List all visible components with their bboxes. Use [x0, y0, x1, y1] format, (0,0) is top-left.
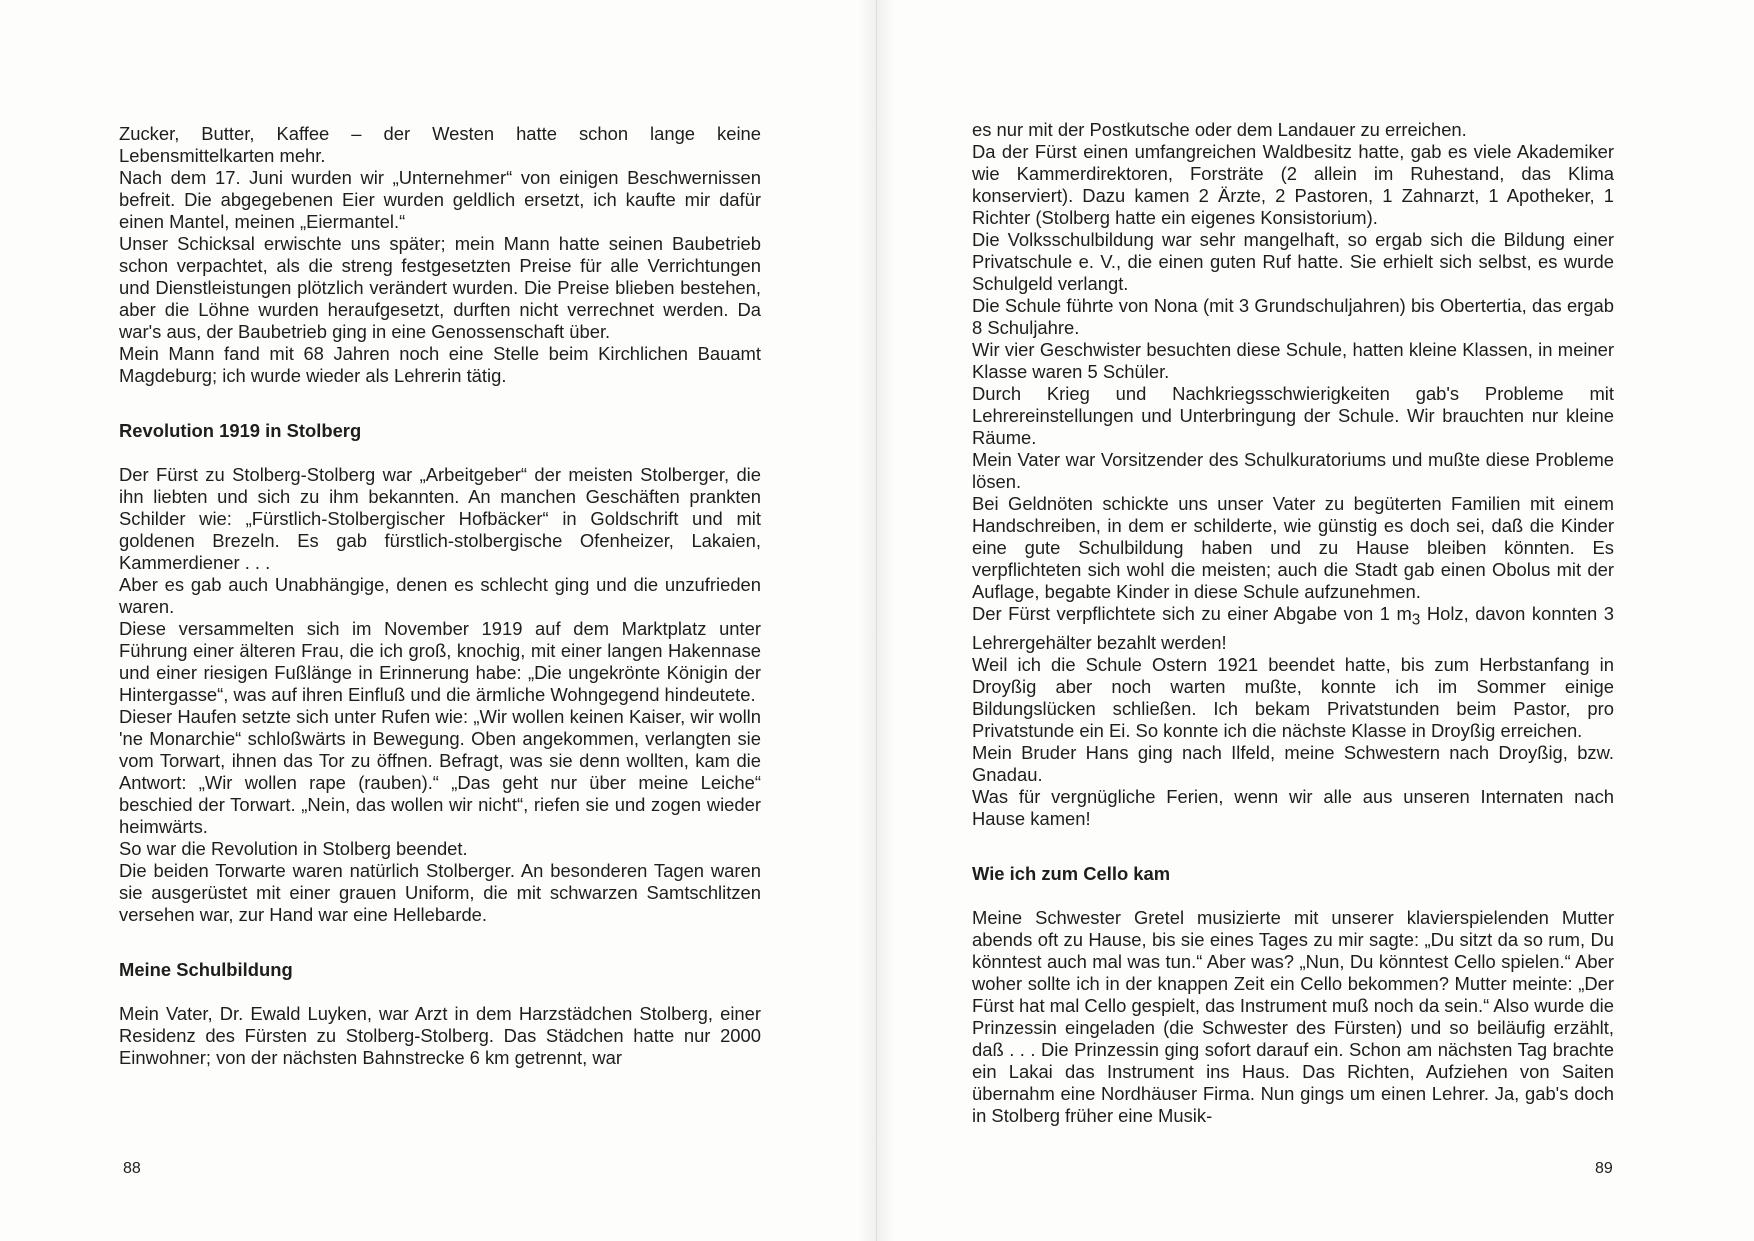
text-run: Holz, davon konnten 3 Lehrergehälter bezahlt werden! [972, 603, 1615, 653]
paragraph: Weil ich die Schule Ostern 1921 beendet hatte, bis zum Herbstanfang in Droyßig aber noch warten mußte, konnte ich im Sommer einige Bildungslücken schließen. Ich bekam Privatstunden beim Pastor, pro Privatstunde ein Ei. So konnte ich die nächste Klasse in Droyßig erreichen. [972, 653, 1614, 741]
paragraph: Nach dem 17. Juni wurden wir „Unternehmer“ von einigen Beschwernissen befreit. Die abgegebenen Eier wurden geldlich ersetzt, ich kaufte mir dafür einen Mantel, meinen „Eiermantel.“ [119, 167, 761, 232]
paragraph: Zucker, Butter, Kaffee – der Westen hatte schon lange keine Lebensmittelkarten mehr. [119, 123, 761, 166]
paragraph: es nur mit der Postkutsche oder dem Landauer zu erreichen. [972, 119, 1467, 140]
paragraph: Diese versammelten sich im November 1919 auf dem Marktplatz unter Führung einer älteren Frau, die ich groß, knochig, mit einer langen Hakennase und einer riesigen Fußlänge in Erinnerung habe: „Die ungekrönte Königin der Hintergasse“, was auf ihren Einfluß und die ärmliche Wohngegend hindeutete. [119, 618, 761, 705]
paragraph: Meine Schwester Gretel musizierte mit unserer klavierspielenden Mutter abends oft zu Hause, bis sie eines Tages zu mir sagte: „Du sitzt da so rum, Du könntest auch mal was tun.“ Aber was? „Nun, Du könntest Cello spielen.“ Aber woher sollte ich in der knappen Zeit ein Cello bekommen? Mutter meinte: „Der Fürst hat mal Cello gespielt, das Instrument muß noch da sein.“ Also wurde die Prinzessin eingeladen (die Schwester des Fürsten) und so beiläufig erzählt, daß . . . Die Prinzessin ging sofort darauf ein. Schon am nächsten Tag brachte ein Lakai das Instrument ins Haus. Das Richten, Aufziehen von Saiten übernahm eine Nordhäuser Firma. Nun gings um einen Lehrer. Ja, gab's doch in Stolberg früher eine Musik- [972, 906, 1614, 1126]
left-text-column [119, 123, 761, 1069]
paragraph: Bei Geldnöten schickte uns unser Vater zu begüterten Familien mit einem Handschreiben, in dem er schilderte, wie günstig es doch sei, daß die Kinder eine gute Schulbildung haben und zu Hause bleiben könnten. Es verpflichteten sich wohl die meisten; auch die Stadt gab einen Obolus mit der Auflage, begabte Kinder in diese Schule aufzunehmen. [972, 493, 1614, 602]
paragraph: Die Schule führte von Nona (mit 3 Grundschuljahren) bis Obertertia, das ergab 8 Schuljahre. [972, 295, 1614, 338]
paragraph: Wir vier Geschwister besuchten diese Schule, hatten kleine Klassen, in meiner Klasse waren 5 Schüler. [972, 339, 1614, 382]
paragraph: Da der Fürst einen umfangreichen Waldbesitz hatte, gab es viele Akademiker wie Kammerdirektoren, Forsträte (2 allein im Ruhestand, das Klima konserviert). Dazu kamen 2 Ärzte, 2 Pastoren, 1 Zahnarzt, 1 Apotheker, 1 Richter (Stolberg hatte ein eigenes Konsistorium). [972, 141, 1614, 228]
subscript: 3 [1411, 611, 1421, 629]
paragraph: Der Fürst zu Stolberg-Stolberg war „Arbeitgeber“ der meisten Stolberger, die ihn liebten und sich zu ihm bekannten. An manchen Geschäften prankten Schilder wie: „Fürstlich-Stolbergischer Hofbäcker“ in Goldschrift und mit goldenen Brezeln. Es gab fürstlich-stolbergische Ofenheizer, Lakaien, Kammerdiener . . . [119, 464, 761, 573]
paragraph: Mein Bruder Hans ging nach Ilfeld, meine Schwestern nach Droyßig, bzw. Gnadau. [972, 741, 1614, 785]
section-heading-schulbildung: Meine Schulbildung [119, 959, 293, 980]
paragraph: Mein Vater war Vorsitzender des Schulkuratoriums und mußte diese Probleme lösen. [972, 449, 1614, 492]
page-number: 88 [123, 1160, 141, 1177]
paragraph: Die Volksschulbildung war sehr mangelhaft, so ergab sich die Bildung einer Privatschule e. V., die einen guten Ruf hatte. Sie erhielt sich selbst, es wurde Schulgeld verlangt. [972, 229, 1614, 294]
right-text-column [972, 119, 1614, 1127]
section-heading-revolution: Revolution 1919 in Stolberg [119, 420, 362, 441]
paragraph: Was für vergnügliche Ferien, wenn wir alle aus unseren Internaten nach Hause kamen! [972, 785, 1614, 829]
section-heading-cello: Wie ich zum Cello kam [972, 862, 1171, 884]
paragraph: Mein Vater, Dr. Ewald Luyken, war Arzt in dem Harzstädchen Stolberg, einer Residenz des Fürsten zu Stolberg-Stolberg. Das Städchen hatte nur 2000 Einwohner; von der nächsten Bahnstrecke 6 km getrennt, war [119, 1003, 761, 1068]
gutter-shadow [858, 0, 876, 1241]
paragraph-furst-abgabe [972, 603, 1614, 654]
paragraph: Die beiden Torwarte waren natürlich Stolberger. An besonderen Tagen waren sie ausgerüstet mit einer grauen Uniform, die mit schwarzen Samtschlitzen versehen war, zur Hand war eine Hellebarde. [119, 860, 761, 925]
paragraph: Mein Mann fand mit 68 Jahren noch eine Stelle beim Kirchlichen Bauamt Magdeburg; ich wurde wieder als Lehrerin tätig. [119, 343, 761, 386]
paragraph: So war die Revolution in Stolberg beendet. [119, 838, 468, 859]
paragraph: Aber es gab auch Unabhängige, denen es schlecht ging und die unzufrieden waren. [119, 574, 761, 617]
text-run: Der Fürst verpflichtete sich zu einer Abgabe von 1 m [972, 603, 1412, 624]
gutter-shadow [877, 0, 895, 1241]
right-page [877, 0, 1754, 1241]
page-number: 89 [1595, 1160, 1613, 1177]
paragraph: Unser Schicksal erwischte uns später; mein Mann hatte seinen Baubetrieb schon verpachtet, als die streng festgesetzten Preise für alle Verrichtungen und Dienstleistungen plötzlich verändert wurden. Die Preise blieben bestehen, aber die Löhne wurden heraufgesetzt, durften nicht verrechnet werden. Da war's aus, der Baubetrieb ging in eine Genossenschaft über. [119, 233, 761, 342]
paragraph: Durch Krieg und Nachkriegsschwierigkeiten gab's Probleme mit Lehrereinstellungen und Unterbringung der Schule. Wir brauchten nur kleine Räume. [972, 383, 1614, 448]
paragraph: Dieser Haufen setzte sich unter Rufen wie: „Wir wollen keinen Kaiser, wir wolln 'ne Monarchie“ schloßwärts in Bewegung. Oben angekommen, verlangten sie vom Torwart, ihnen das Tor zu öffnen. Befragt, was sie denn wollten, kam die Antwort: „Wir wollen rape (rauben).“ „Das geht nur über meine Leiche“ beschied der Torwart. „Nein, das wollen wir nicht“, riefen sie und zogen wieder heimwärts. [119, 706, 761, 837]
